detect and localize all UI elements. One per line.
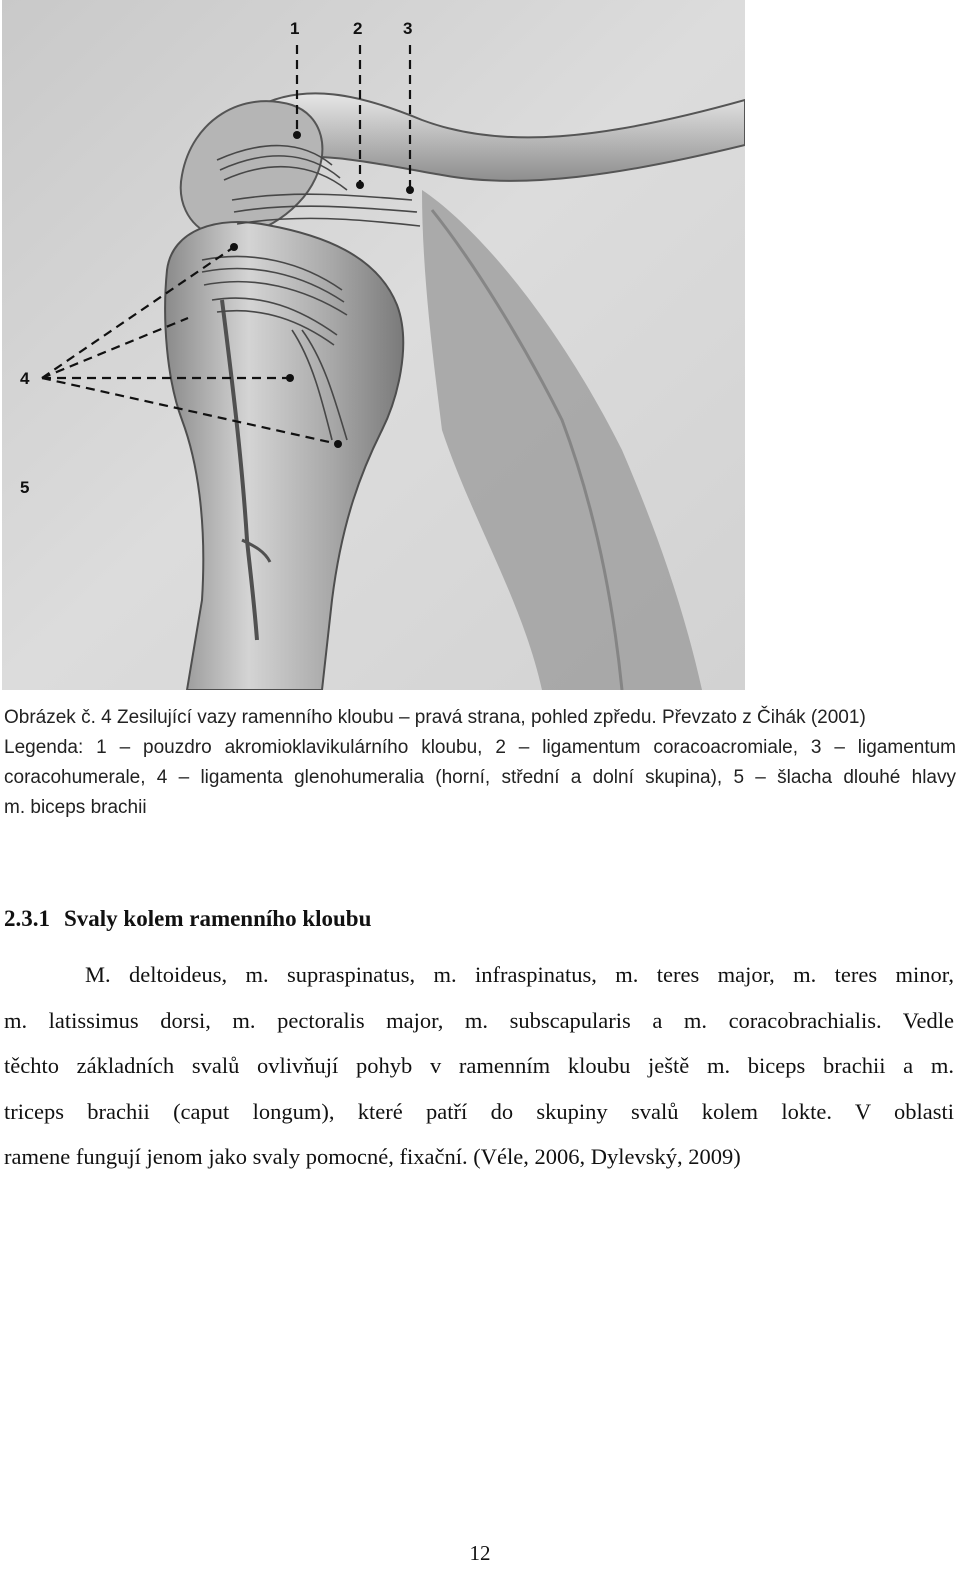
paragraph-line: triceps brachii (caput longum), které patří do skupiny svalů kolem lokte. V oblasti xyxy=(4,1098,954,1124)
paragraph-line: m. latissimus dorsi, m. pectoralis major, m. subscapularis a m. coracobrachialis. Vedle xyxy=(4,1007,954,1033)
body-paragraph xyxy=(4,952,954,1180)
section-heading xyxy=(4,906,371,932)
page-number: 12 xyxy=(469,1541,491,1565)
callout-3: 3 xyxy=(403,19,413,38)
caption-line: Legenda: 1 – pouzdro akromioklavikulárního kloubu, 2 – ligamentum coracoacromiale, 3 – ligamentum xyxy=(4,737,956,758)
paragraph-line: ramene fungují jenom jako svaly pomocné, fixační. (Véle, 2006, Dylevský, 2009) xyxy=(4,1144,741,1169)
callout-1: 1 xyxy=(290,19,300,38)
caption-line: coracohumerale, 4 – ligamenta glenohumeralia (horní, střední a dolní skupina), 5 – šlacha dlouhé hlavy xyxy=(4,767,956,788)
callout-5: 5 xyxy=(20,478,30,497)
paragraph-line: těchto základních svalů ovlivňují pohyb v ramenním kloubu ještě m. biceps brachii a m. xyxy=(4,1053,954,1078)
caption-line: Obrázek č. 4 Zesilující vazy ramenního kloubu – pravá strana, pohled zpředu. Převzato z Čihák (2001) xyxy=(4,707,866,728)
callout-4: 4 xyxy=(20,369,30,388)
caption-line: m. biceps brachii xyxy=(4,797,147,818)
section-number: 2.3.1 xyxy=(4,906,50,931)
section-title: Svaly kolem ramenního kloubu xyxy=(64,906,372,931)
shoulder-ligaments-figure xyxy=(2,0,745,690)
paragraph-line: M. deltoideus, m. supraspinatus, m. infraspinatus, m. teres major, m. teres minor, xyxy=(85,962,954,987)
figure-caption xyxy=(4,703,956,823)
callout-2: 2 xyxy=(353,19,363,38)
